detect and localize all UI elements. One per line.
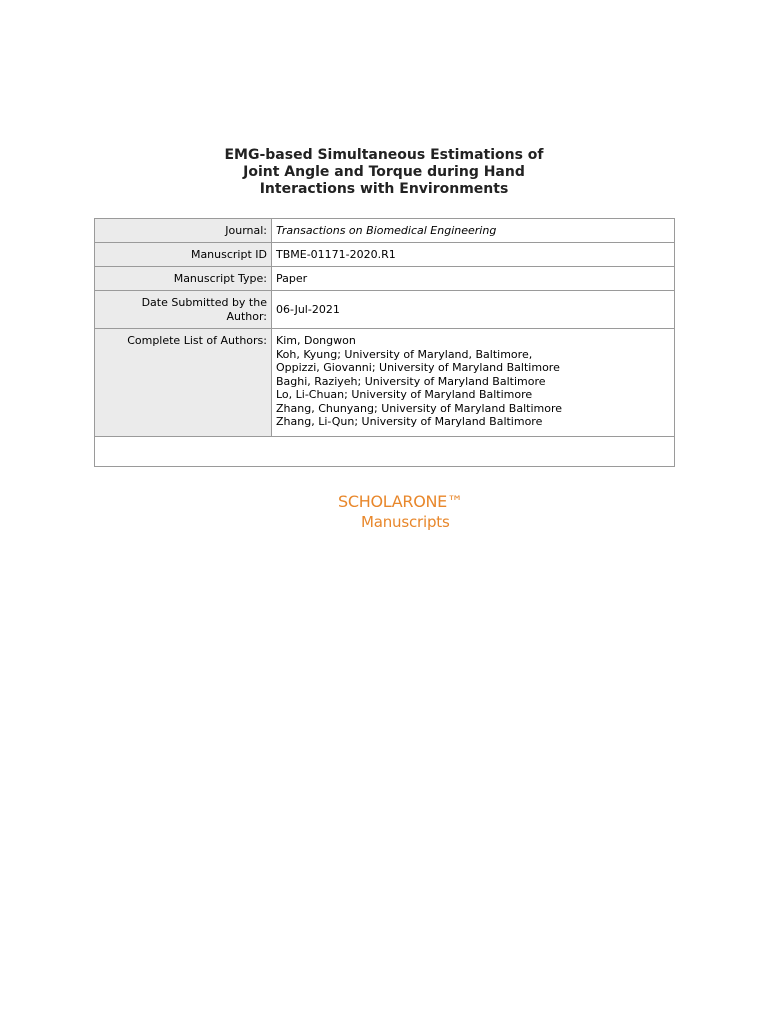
author-item: Zhang, Chunyang; University of Maryland Baltimore [276, 401, 562, 415]
empty-cell [95, 437, 675, 467]
manuscript-type-value: Paper [272, 267, 675, 291]
journal-value: Transactions on Biomedical Engineering [272, 219, 675, 243]
table-row-manuscript-type [95, 267, 675, 291]
authors-list [272, 329, 675, 437]
author-item: Lo, Li-Chuan; University of Maryland Baltimore [276, 388, 533, 401]
date-submitted-label-line2: Author: [226, 309, 267, 323]
author-item: Koh, Kyung; University of Maryland, Baltimore, [276, 347, 533, 361]
journal-label: Journal: [95, 219, 272, 243]
date-submitted-value: 06-Jul-2021 [272, 291, 675, 329]
manuscript-info-table [94, 218, 675, 467]
authors-label: Complete List of Authors: [95, 329, 272, 437]
author-item: Zhang, Li-Qun; University of Maryland Baltimore [276, 415, 543, 428]
date-submitted-label-line1: Date Submitted by the [141, 296, 267, 309]
logo-line-manuscripts: Manuscripts [361, 513, 450, 531]
table-row-manuscript-id [95, 243, 675, 267]
manuscript-id-value: TBME-01171-2020.R1 [272, 243, 675, 267]
logo-line-scholarone: SCHOLARONE™ [338, 492, 463, 511]
table-row-authors [95, 329, 675, 437]
date-submitted-label [95, 291, 272, 329]
manuscript-title [0, 147, 768, 198]
author-item: Kim, Dongwon [276, 334, 356, 347]
title-line-2: Joint Angle and Torque during Hand [243, 164, 525, 180]
title-line-3: Interactions with Environments [259, 181, 509, 197]
manuscript-id-label: Manuscript ID [95, 243, 272, 267]
author-item: Baghi, Raziyeh; University of Maryland Baltimore [276, 374, 546, 388]
table-row-date-submitted [95, 291, 675, 329]
manuscript-type-label: Manuscript Type: [95, 267, 272, 291]
table-row-empty [95, 437, 675, 467]
table-row-journal [95, 219, 675, 243]
scholarone-logo [338, 492, 478, 538]
title-line-1: EMG-based Simultaneous Estimations of [224, 147, 544, 163]
author-item: Oppizzi, Giovanni; University of Maryland Baltimore [276, 361, 560, 374]
